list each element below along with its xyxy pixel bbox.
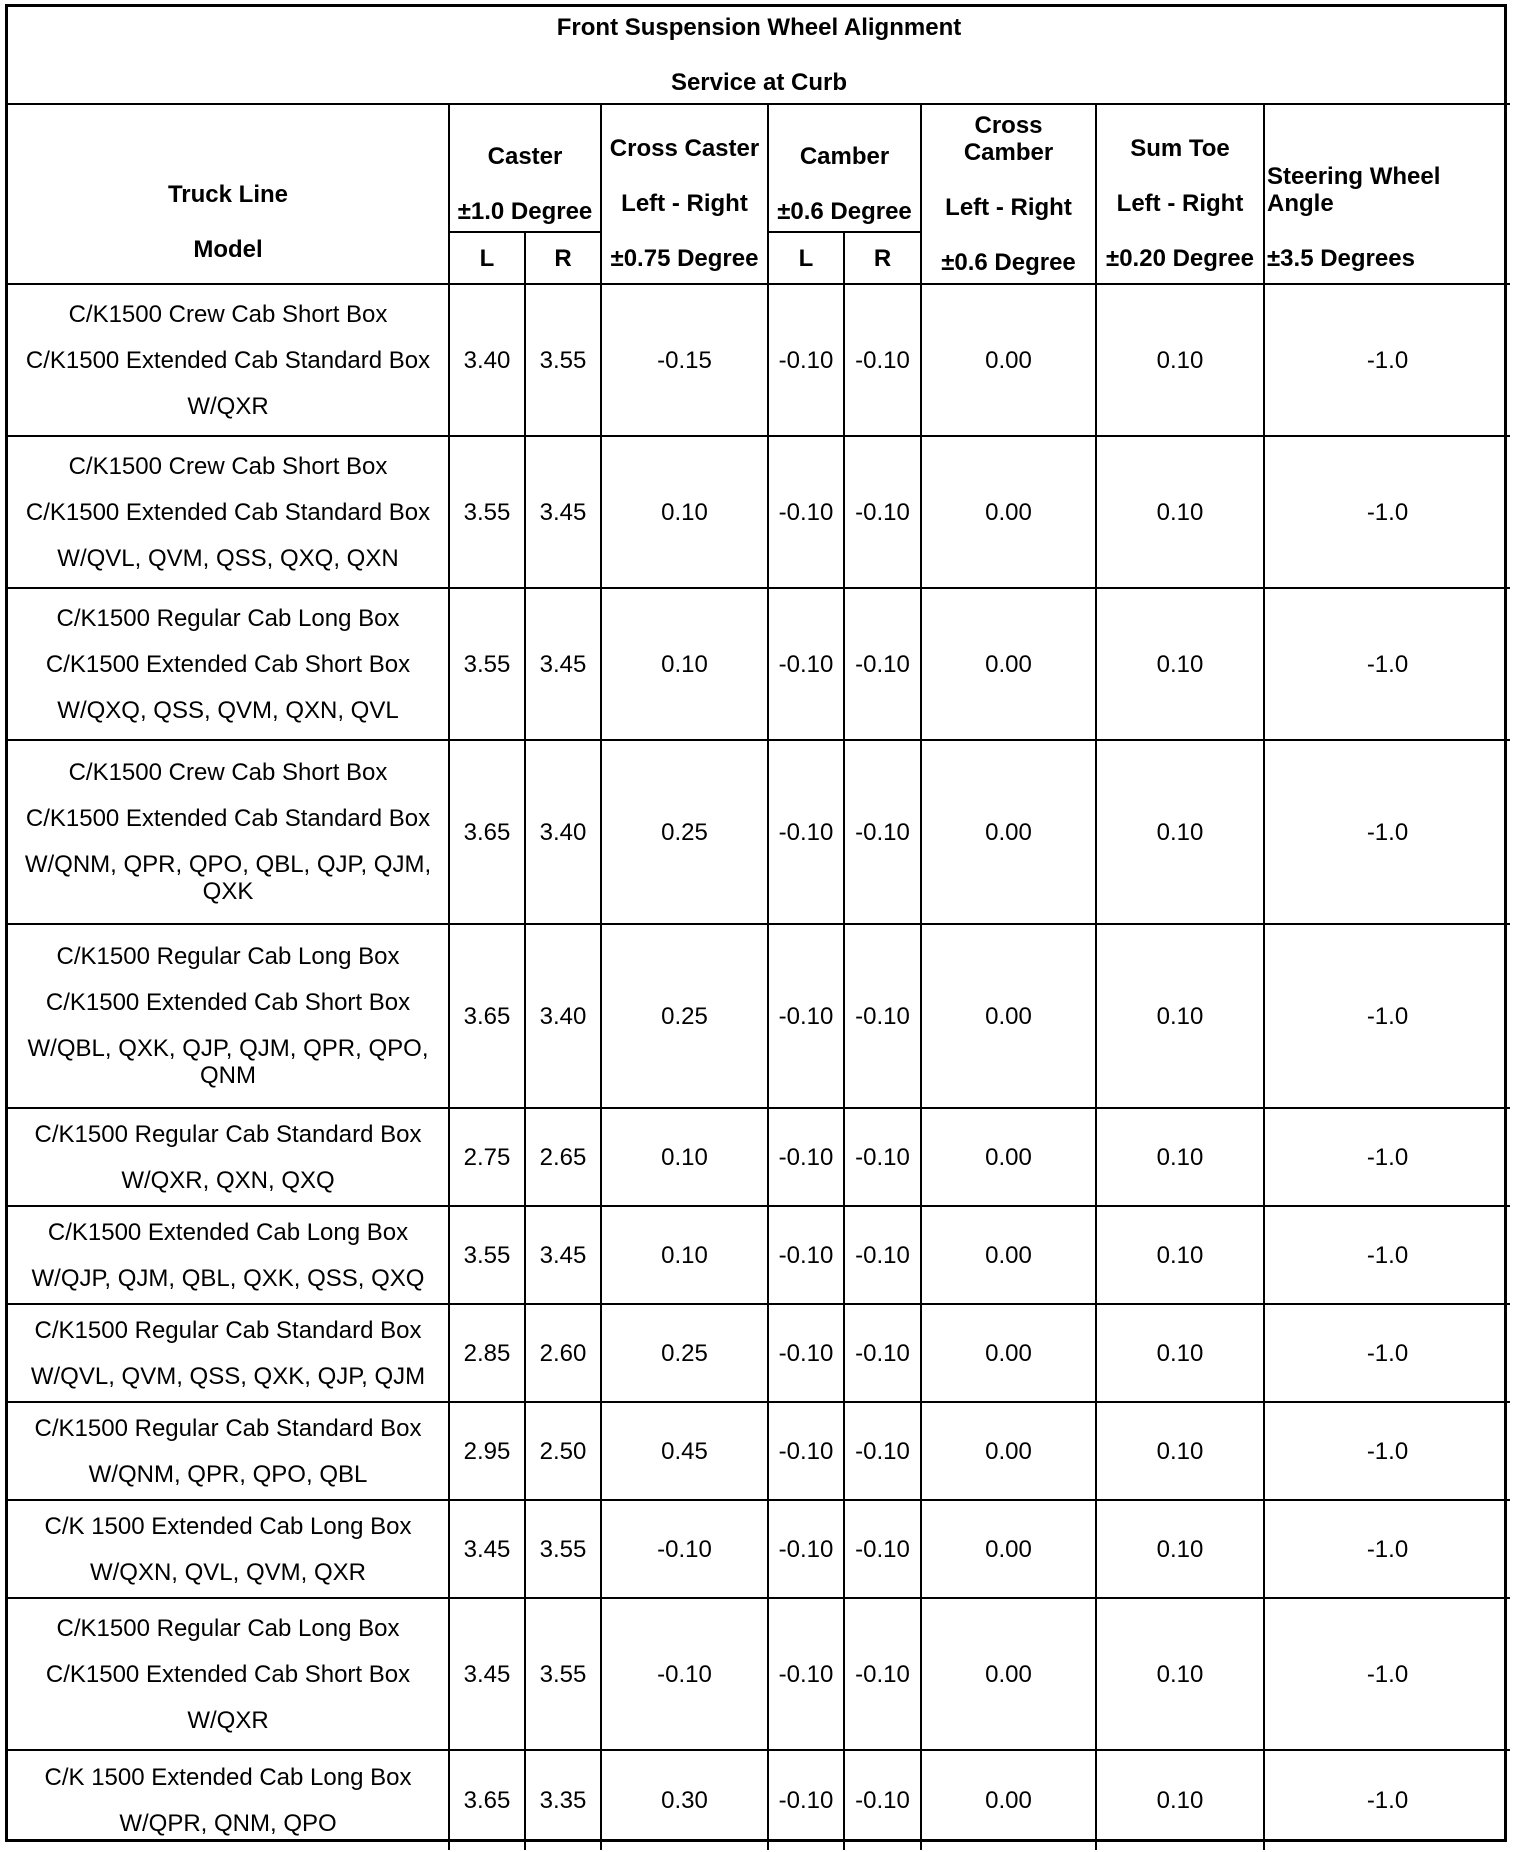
alignment-spec-document bbox=[5, 4, 1507, 1842]
camber-r-cell: -0.10 bbox=[844, 1108, 921, 1206]
cross-camber-cell: 0.00 bbox=[921, 284, 1096, 436]
sum-toe-cell: 0.10 bbox=[1096, 1402, 1264, 1500]
cross-caster-cell: 0.30 bbox=[601, 1750, 768, 1850]
camber-l-cell: -0.10 bbox=[768, 588, 844, 740]
sum-toe-cell: 0.10 bbox=[1096, 1304, 1264, 1402]
model-cell bbox=[8, 740, 449, 924]
steering-angle-cell: -1.0 bbox=[1264, 588, 1510, 740]
cross-camber-cell: 0.00 bbox=[921, 436, 1096, 588]
model-cell bbox=[8, 1500, 449, 1598]
sum-toe-cell: 0.10 bbox=[1096, 924, 1264, 1108]
camber-r-cell: -0.10 bbox=[844, 588, 921, 740]
table-row bbox=[8, 1402, 1510, 1500]
camber-r-cell: -0.10 bbox=[844, 436, 921, 588]
camber-r-cell: -0.10 bbox=[844, 1598, 921, 1750]
camber-l-cell: -0.10 bbox=[768, 1750, 844, 1850]
cross-camber-lr: Left - Right bbox=[945, 194, 1072, 221]
table-row bbox=[8, 588, 1510, 740]
model-line: C/K1500 Regular Cab Standard Box bbox=[34, 1316, 422, 1344]
camber-tolerance: ±0.6 Degree bbox=[777, 198, 912, 225]
cross-caster-cell: 0.25 bbox=[601, 924, 768, 1108]
caster-l-cell: 2.95 bbox=[449, 1402, 525, 1500]
cross-camber-tolerance: ±0.6 Degree bbox=[941, 249, 1076, 276]
camber-r-cell: -0.10 bbox=[844, 1750, 921, 1850]
steering-label-1: Steering Wheel bbox=[1267, 162, 1441, 190]
caster-r-cell: 3.45 bbox=[525, 436, 601, 588]
sum-toe-label: Sum Toe bbox=[1130, 134, 1230, 162]
camber-l-cell: -0.10 bbox=[768, 924, 844, 1108]
caster-r-cell: 3.40 bbox=[525, 740, 601, 924]
cross-caster-cell: -0.15 bbox=[601, 284, 768, 436]
caster-l-cell: 3.65 bbox=[449, 1750, 525, 1850]
camber-header bbox=[768, 104, 921, 232]
caster-l-cell: 3.55 bbox=[449, 436, 525, 588]
steering-angle-cell: -1.0 bbox=[1264, 1598, 1510, 1750]
model-line: C/K1500 Regular Cab Long Box bbox=[56, 1614, 400, 1642]
table-row bbox=[8, 284, 1510, 436]
table-subtitle: Service at Curb bbox=[670, 69, 848, 96]
cross-caster-tolerance: ±0.75 Degree bbox=[610, 244, 759, 272]
model-cell bbox=[8, 588, 449, 740]
model-line: C/K1500 Regular Cab Standard Box bbox=[34, 1414, 422, 1442]
caster-l-cell: 3.40 bbox=[449, 284, 525, 436]
model-line: C/K1500 Extended Cab Short Box bbox=[45, 989, 411, 1016]
cross-camber-header bbox=[921, 104, 1096, 284]
caster-r-cell: 3.55 bbox=[525, 284, 601, 436]
steering-angle-cell: -1.0 bbox=[1264, 1108, 1510, 1206]
caster-r-header: R bbox=[525, 232, 601, 284]
camber-r-cell: -0.10 bbox=[844, 1402, 921, 1500]
sum-toe-tolerance: ±0.20 Degree bbox=[1106, 244, 1254, 272]
model-cell bbox=[8, 1750, 449, 1850]
camber-l-cell: -0.10 bbox=[768, 1598, 844, 1750]
model-line: W/QXR bbox=[187, 392, 269, 420]
cross-camber-cell: 0.00 bbox=[921, 1108, 1096, 1206]
sum-toe-lr: Left - Right bbox=[1116, 189, 1244, 217]
model-line: W/QNM, QPR, QPO, QBL, QJP, QJM, QXK bbox=[24, 851, 432, 905]
model-cell bbox=[8, 1402, 449, 1500]
model-line: W/QNM, QPR, QPO, QBL bbox=[88, 1460, 368, 1488]
camber-l-cell: -0.10 bbox=[768, 740, 844, 924]
cross-camber-cell: 0.00 bbox=[921, 1500, 1096, 1598]
caster-l-cell: 3.55 bbox=[449, 588, 525, 740]
model-line: C/K1500 Extended Cab Long Box bbox=[47, 1218, 409, 1246]
model-line: C/K1500 Extended Cab Short Box bbox=[45, 1660, 411, 1688]
caster-l-cell: 3.65 bbox=[449, 924, 525, 1108]
steering-tolerance: ±3.5 Degrees bbox=[1267, 244, 1415, 272]
caster-label: Caster bbox=[487, 143, 563, 170]
model-line: C/K1500 Regular Cab Standard Box bbox=[34, 1120, 422, 1148]
table-row bbox=[8, 1206, 1510, 1304]
steering-angle-cell: -1.0 bbox=[1264, 1750, 1510, 1850]
table-row bbox=[8, 1750, 1510, 1850]
model-line: W/QJP, QJM, QBL, QXK, QSS, QXQ bbox=[31, 1264, 425, 1292]
cross-caster-cell: 0.10 bbox=[601, 1108, 768, 1206]
cross-caster-cell: 0.25 bbox=[601, 1304, 768, 1402]
model-cell bbox=[8, 284, 449, 436]
camber-l-header: L bbox=[768, 232, 844, 284]
steering-angle-cell: -1.0 bbox=[1264, 1500, 1510, 1598]
caster-tolerance: ±1.0 Degree bbox=[457, 198, 593, 225]
cross-caster-cell: -0.10 bbox=[601, 1598, 768, 1750]
cross-camber-cell: 0.00 bbox=[921, 1402, 1096, 1500]
caster-l-cell: 3.65 bbox=[449, 740, 525, 924]
model-cell bbox=[8, 436, 449, 588]
caster-l-cell: 2.85 bbox=[449, 1304, 525, 1402]
sum-toe-cell: 0.10 bbox=[1096, 1750, 1264, 1850]
table-row bbox=[8, 924, 1510, 1108]
caster-r-cell: 3.45 bbox=[525, 1206, 601, 1304]
caster-r-cell: 3.55 bbox=[525, 1598, 601, 1750]
caster-l-header: L bbox=[449, 232, 525, 284]
caster-l-cell: 3.45 bbox=[449, 1598, 525, 1750]
model-cell bbox=[8, 1598, 449, 1750]
caster-l-cell: 3.55 bbox=[449, 1206, 525, 1304]
sum-toe-cell: 0.10 bbox=[1096, 1206, 1264, 1304]
cross-camber-cell: 0.00 bbox=[921, 924, 1096, 1108]
cross-caster-cell: 0.10 bbox=[601, 436, 768, 588]
steering-angle-cell: -1.0 bbox=[1264, 1402, 1510, 1500]
cross-caster-lr: Left - Right bbox=[621, 189, 748, 217]
steering-angle-cell: -1.0 bbox=[1264, 436, 1510, 588]
caster-r-cell: 2.65 bbox=[525, 1108, 601, 1206]
model-line: W/QPR, QNM, QPO bbox=[119, 1810, 337, 1837]
model-line: W/QXQ, QSS, QVM, QXN, QVL bbox=[57, 696, 399, 724]
table-body bbox=[8, 284, 1510, 1850]
steering-angle-cell: -1.0 bbox=[1264, 1206, 1510, 1304]
table-row bbox=[8, 1500, 1510, 1598]
caster-r-cell: 3.45 bbox=[525, 588, 601, 740]
model-line: C/K1500 Crew Cab Short Box bbox=[68, 300, 388, 328]
camber-l-cell: -0.10 bbox=[768, 284, 844, 436]
caster-r-cell: 2.60 bbox=[525, 1304, 601, 1402]
caster-r-cell: 2.50 bbox=[525, 1402, 601, 1500]
model-line: C/K 1500 Extended Cab Long Box bbox=[44, 1764, 412, 1791]
sum-toe-cell: 0.10 bbox=[1096, 436, 1264, 588]
truck-line-header bbox=[8, 104, 449, 284]
model-label: Model bbox=[193, 235, 263, 263]
cross-caster-cell: 0.10 bbox=[601, 588, 768, 740]
cross-camber-cell: 0.00 bbox=[921, 1206, 1096, 1304]
caster-l-cell: 2.75 bbox=[449, 1108, 525, 1206]
cross-camber-cell: 0.00 bbox=[921, 1750, 1096, 1850]
alignment-spec-table bbox=[8, 7, 1510, 1850]
model-line: W/QBL, QXK, QJP, QJM, QPR, QPO, QNM bbox=[27, 1035, 429, 1089]
truck-line-label: Truck Line bbox=[167, 180, 289, 208]
cross-camber-cell: 0.00 bbox=[921, 1304, 1096, 1402]
camber-r-header: R bbox=[844, 232, 921, 284]
model-line: C/K1500 Extended Cab Short Box bbox=[45, 650, 411, 678]
table-row bbox=[8, 1108, 1510, 1206]
camber-l-cell: -0.10 bbox=[768, 1402, 844, 1500]
sum-toe-cell: 0.10 bbox=[1096, 1500, 1264, 1598]
cross-caster-cell: -0.10 bbox=[601, 1500, 768, 1598]
model-line: C/K1500 Extended Cab Standard Box bbox=[25, 498, 431, 526]
model-line: W/QXR, QXN, QXQ bbox=[121, 1166, 335, 1194]
cross-camber-label-1: Cross bbox=[974, 112, 1043, 139]
cross-caster-cell: 0.25 bbox=[601, 740, 768, 924]
model-line: C/K1500 Regular Cab Long Box bbox=[56, 604, 400, 632]
sum-toe-cell: 0.10 bbox=[1096, 284, 1264, 436]
steering-angle-cell: -1.0 bbox=[1264, 924, 1510, 1108]
model-line: W/QXR bbox=[187, 1706, 269, 1734]
camber-l-cell: -0.10 bbox=[768, 1206, 844, 1304]
sum-toe-cell: 0.10 bbox=[1096, 588, 1264, 740]
caster-r-cell: 3.55 bbox=[525, 1500, 601, 1598]
model-line: C/K1500 Extended Cab Standard Box bbox=[25, 805, 431, 832]
table-row bbox=[8, 436, 1510, 588]
model-cell bbox=[8, 1304, 449, 1402]
cross-caster-cell: 0.10 bbox=[601, 1206, 768, 1304]
caster-r-cell: 3.35 bbox=[525, 1750, 601, 1850]
camber-r-cell: -0.10 bbox=[844, 1500, 921, 1598]
model-line: W/QXN, QVL, QVM, QXR bbox=[89, 1558, 367, 1586]
cross-camber-cell: 0.00 bbox=[921, 740, 1096, 924]
caster-l-cell: 3.45 bbox=[449, 1500, 525, 1598]
table-row bbox=[8, 1304, 1510, 1402]
steering-angle-cell: -1.0 bbox=[1264, 740, 1510, 924]
steering-wheel-header bbox=[1264, 104, 1510, 284]
model-line: C/K1500 Crew Cab Short Box bbox=[68, 452, 388, 480]
camber-r-cell: -0.10 bbox=[844, 924, 921, 1108]
camber-r-cell: -0.10 bbox=[844, 1206, 921, 1304]
camber-r-cell: -0.10 bbox=[844, 1304, 921, 1402]
steering-angle-cell: -1.0 bbox=[1264, 1304, 1510, 1402]
sum-toe-header bbox=[1096, 104, 1264, 284]
cross-camber-cell: 0.00 bbox=[921, 1598, 1096, 1750]
table-row bbox=[8, 740, 1510, 924]
camber-l-cell: -0.10 bbox=[768, 1304, 844, 1402]
model-line: C/K 1500 Extended Cab Long Box bbox=[44, 1512, 412, 1540]
cross-camber-label-2: Camber bbox=[963, 139, 1054, 166]
steering-label-2: Angle bbox=[1267, 189, 1334, 217]
model-line: C/K1500 Regular Cab Long Box bbox=[56, 943, 400, 970]
sum-toe-cell: 0.10 bbox=[1096, 740, 1264, 924]
camber-label: Camber bbox=[799, 143, 890, 170]
cross-caster-cell: 0.45 bbox=[601, 1402, 768, 1500]
caster-r-cell: 3.40 bbox=[525, 924, 601, 1108]
camber-l-cell: -0.10 bbox=[768, 1500, 844, 1598]
table-title-cell bbox=[8, 7, 1510, 104]
camber-l-cell: -0.10 bbox=[768, 1108, 844, 1206]
cross-caster-header bbox=[601, 104, 768, 284]
steering-angle-cell: -1.0 bbox=[1264, 284, 1510, 436]
model-line: C/K1500 Crew Cab Short Box bbox=[68, 759, 388, 786]
cross-camber-cell: 0.00 bbox=[921, 588, 1096, 740]
sum-toe-cell: 0.10 bbox=[1096, 1598, 1264, 1750]
model-cell bbox=[8, 1206, 449, 1304]
cross-caster-label: Cross Caster bbox=[609, 134, 760, 162]
model-cell bbox=[8, 924, 449, 1108]
camber-r-cell: -0.10 bbox=[844, 740, 921, 924]
model-line: W/QVL, QVM, QSS, QXK, QJP, QJM bbox=[30, 1362, 426, 1390]
model-line: W/QVL, QVM, QSS, QXQ, QXN bbox=[57, 544, 399, 572]
model-line: C/K1500 Extended Cab Standard Box bbox=[25, 346, 431, 374]
sum-toe-cell: 0.10 bbox=[1096, 1108, 1264, 1206]
camber-l-cell: -0.10 bbox=[768, 436, 844, 588]
model-cell bbox=[8, 1108, 449, 1206]
table-row bbox=[8, 1598, 1510, 1750]
table-title: Front Suspension Wheel Alignment bbox=[556, 14, 962, 41]
camber-r-cell: -0.10 bbox=[844, 284, 921, 436]
caster-header bbox=[449, 104, 601, 232]
